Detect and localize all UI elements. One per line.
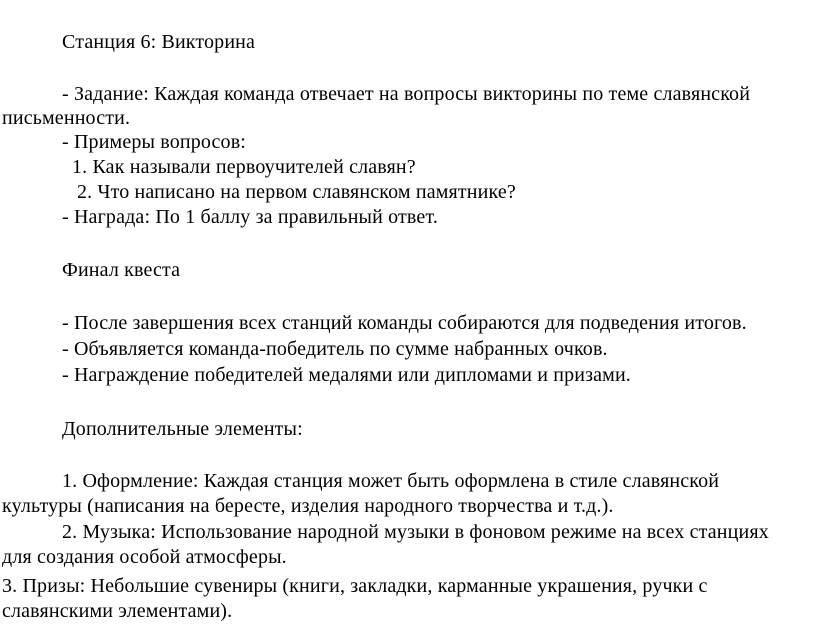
final-item-1: - После завершения всех станций команды собираются для подведения итогов. (62, 312, 747, 334)
extras-item-3-line1: 3. Призы: Небольшие сувениры (книги, закладки, карманные украшения, ручки с (2, 575, 708, 597)
extras-title: Дополнительные элементы: (62, 418, 303, 440)
station-question-2: 2. Что написано на первом славянском памятнике? (77, 181, 516, 203)
station-title: Станция 6: Викторина (62, 31, 256, 53)
final-item-3: - Награждение победителей медалями или дипломами и призами. (62, 364, 631, 386)
extras-item-1-line2: культуры (написания на бересте, изделия народного творчества и т.д.). (2, 495, 614, 517)
final-title: Финал квеста (62, 259, 181, 281)
final-item-2: - Объявляется команда-победитель по сумме набранных очков. (62, 338, 608, 360)
extras-item-2-line2: для создания особой атмосферы. (2, 546, 287, 568)
extras-item-2-line1: 2. Музыка: Использование народной музыки в фоновом режиме на всех станциях (62, 521, 769, 543)
station-question-1: 1. Как называли первоучителей славян? (72, 156, 416, 178)
station-task-line1: - Задание: Каждая команда отвечает на вопросы викторины по теме славянской (62, 83, 751, 105)
station-task-line2: письменности. (2, 107, 131, 129)
extras-item-3-line2: славянскими элементами). (2, 600, 233, 622)
station-examples-label: - Примеры вопросов: (62, 131, 247, 153)
station-reward: - Награда: По 1 баллу за правильный ответ. (62, 206, 438, 228)
extras-item-1-line1: 1. Оформление: Каждая станция может быть оформлена в стиле славянской (62, 470, 720, 492)
